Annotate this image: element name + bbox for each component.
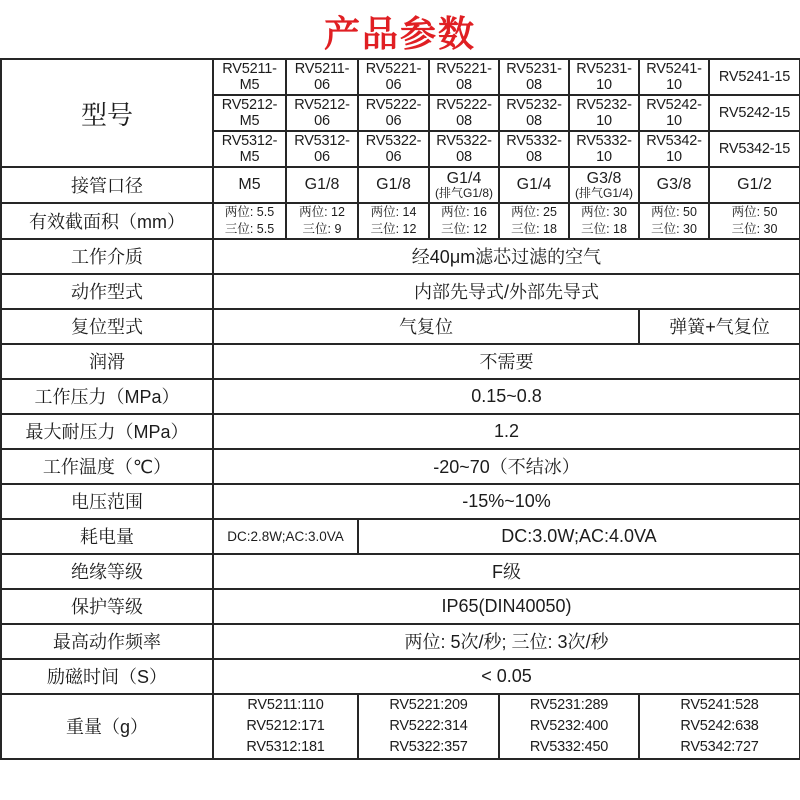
model-cell: RV5242-15 <box>709 95 800 131</box>
table-row-working-medium <box>1 239 800 274</box>
table-row-voltage-range <box>1 484 800 519</box>
port-size-cell <box>213 167 286 203</box>
power-consumption-small-value: DC:2.8W;AC:3.0VA <box>213 519 358 554</box>
working-medium-value: 经40μm滤芯过滤的空气 <box>213 239 800 274</box>
row-label-insulation-class: 绝缘等级 <box>1 554 213 589</box>
weight-entry: RV5231:289 <box>529 696 609 713</box>
working-temperature-value: -20~70（不结冰） <box>213 449 800 484</box>
table-row-response-time <box>1 659 800 694</box>
port-size-value: G1/8 <box>376 176 411 194</box>
weight-entry: RV5211:110 <box>247 696 324 713</box>
area-three-position: 三位: 18 <box>581 221 627 236</box>
port-size-cell <box>358 167 429 203</box>
area-two-position: 两位: 16 <box>441 205 487 219</box>
port-size-cell <box>286 167 358 203</box>
max-frequency-value: 两位: 5次/秒; 三位: 3次/秒 <box>213 624 800 659</box>
effective-area-cell <box>639 203 709 239</box>
row-label-working-medium: 工作介质 <box>1 239 213 274</box>
port-size-value: G1/4 <box>516 176 552 194</box>
model-cell: RV5232-10 <box>569 95 639 131</box>
model-cell: RV5322-06 <box>358 131 429 167</box>
table-row-lubrication <box>1 344 800 379</box>
table-row-action-type <box>1 274 800 309</box>
table-row-models-1 <box>1 59 800 95</box>
area-three-position: 三位: 9 <box>302 221 342 236</box>
model-cell: RV5221-06 <box>358 59 429 95</box>
insulation-class-value: F级 <box>213 554 800 589</box>
effective-area-cell <box>213 203 286 239</box>
model-cell: RV5312-M5 <box>213 131 286 167</box>
row-label-protection-class: 保护等级 <box>1 589 213 624</box>
table-row-working-temperature <box>1 449 800 484</box>
row-label-model: 型号 <box>1 59 213 167</box>
weight-cell <box>358 694 499 759</box>
model-cell: RV5342-10 <box>639 131 709 167</box>
port-size-cell <box>709 167 800 203</box>
effective-area-cell <box>286 203 358 239</box>
row-label-max-pressure: 最大耐压力（MPa） <box>1 414 213 449</box>
port-size-value: G1/2 <box>737 176 772 194</box>
model-cell: RV5231-08 <box>499 59 569 95</box>
weight-cell <box>213 694 358 759</box>
weight-entry: RV5232:400 <box>529 717 609 734</box>
table-row-port-size <box>1 167 800 203</box>
model-cell: RV5322-08 <box>429 131 499 167</box>
area-three-position: 三位: 12 <box>370 221 417 236</box>
working-pressure-value: 0.15~0.8 <box>213 379 800 414</box>
weight-cell <box>639 694 800 759</box>
area-three-position: 三位: 30 <box>651 221 697 236</box>
port-size-cell <box>639 167 709 203</box>
effective-area-cell <box>499 203 569 239</box>
effective-area-cell <box>569 203 639 239</box>
row-label-working-pressure: 工作压力（MPa） <box>1 379 213 414</box>
row-label-lubrication: 润滑 <box>1 344 213 379</box>
area-three-position: 三位: 5.5 <box>224 221 275 236</box>
area-two-position: 两位: 50 <box>651 205 697 219</box>
port-size-cell <box>569 167 639 203</box>
weight-entry: RV5312:181 <box>246 738 325 755</box>
row-label-reset-type: 复位型式 <box>1 309 213 344</box>
area-two-position: 两位: 12 <box>299 205 345 219</box>
area-two-position: 两位: 14 <box>370 205 417 219</box>
page-title: 产品参数 <box>323 13 476 54</box>
row-label-effective-area: 有效截面积（mm） <box>1 203 213 239</box>
port-size-value: G3/8 <box>586 169 622 187</box>
table-row-protection-class <box>1 589 800 624</box>
reset-type-value: 气复位 <box>213 309 639 344</box>
effective-area-cell <box>709 203 800 239</box>
effective-area-cell <box>429 203 499 239</box>
model-cell: RV5332-08 <box>499 131 569 167</box>
table-row-max-frequency <box>1 624 800 659</box>
weight-entry: RV5212:171 <box>246 717 325 734</box>
power-consumption-large-value: DC:3.0W;AC:4.0VA <box>358 519 800 554</box>
model-cell: RV5232-08 <box>499 95 569 131</box>
model-cell: RV5222-06 <box>358 95 429 131</box>
model-cell: RV5221-08 <box>429 59 499 95</box>
port-size-exhaust: (排气G1/8) <box>434 186 493 201</box>
protection-class-value: IP65(DIN40050) <box>213 589 800 624</box>
row-label-power-consumption: 耗电量 <box>1 519 213 554</box>
weight-entry: RV5342:727 <box>680 738 759 755</box>
max-pressure-value: 1.2 <box>213 414 800 449</box>
model-cell: RV5241-10 <box>639 59 709 95</box>
voltage-range-value: -15%~10% <box>213 484 800 519</box>
product-parameters-table <box>0 58 800 760</box>
table-row-power-consumption <box>1 519 800 554</box>
table-row-effective-area <box>1 203 800 239</box>
model-cell: RV5222-08 <box>429 95 499 131</box>
model-cell: RV5312-06 <box>286 131 358 167</box>
model-cell: RV5241-15 <box>709 59 800 95</box>
row-label-action-type: 动作型式 <box>1 274 213 309</box>
area-three-position: 三位: 30 <box>731 221 778 236</box>
weight-cell <box>499 694 639 759</box>
row-label-port-size: 接管口径 <box>1 167 213 203</box>
port-size-exhaust: (排气G1/4) <box>574 186 633 201</box>
table-row-insulation-class <box>1 554 800 589</box>
row-label-weight: 重量（g） <box>1 694 213 759</box>
weight-entry: RV5332:450 <box>529 738 609 755</box>
area-three-position: 三位: 12 <box>441 221 487 236</box>
table-row-reset-type <box>1 309 800 344</box>
table-row-max-pressure <box>1 414 800 449</box>
reset-type-alt-value: 弹簧+气复位 <box>639 309 800 344</box>
port-size-value: G3/8 <box>656 176 692 194</box>
model-cell: RV5212-M5 <box>213 95 286 131</box>
model-cell: RV5332-10 <box>569 131 639 167</box>
lubrication-value: 不需要 <box>213 344 800 379</box>
area-two-position: 两位: 30 <box>581 205 627 219</box>
model-cell: RV5211-06 <box>286 59 358 95</box>
response-time-value: < 0.05 <box>213 659 800 694</box>
row-label-voltage-range: 电压范围 <box>1 484 213 519</box>
effective-area-cell <box>358 203 429 239</box>
area-two-position: 两位: 25 <box>511 205 557 219</box>
weight-entry: RV5221:209 <box>389 696 468 713</box>
row-label-max-frequency: 最高动作频率 <box>1 624 213 659</box>
row-label-response-time: 励磁时间（S） <box>1 659 213 694</box>
port-size-value: M5 <box>238 176 261 194</box>
table-row-working-pressure <box>1 379 800 414</box>
area-three-position: 三位: 18 <box>511 221 557 236</box>
port-size-cell <box>429 167 499 203</box>
action-type-value: 内部先导式/外部先导式 <box>213 274 800 309</box>
area-two-position: 两位: 50 <box>731 205 778 219</box>
weight-entry: RV5322:357 <box>389 738 468 755</box>
model-cell: RV5342-15 <box>709 131 800 167</box>
model-cell: RV5211-M5 <box>213 59 286 95</box>
weight-entry: RV5222:314 <box>389 717 468 734</box>
weight-entry: RV5242:638 <box>680 717 759 734</box>
model-cell: RV5231-10 <box>569 59 639 95</box>
model-cell: RV5212-06 <box>286 95 358 131</box>
weight-entry: RV5241:528 <box>680 696 759 713</box>
port-size-value: G1/8 <box>304 176 340 194</box>
model-cell: RV5242-10 <box>639 95 709 131</box>
row-label-working-temperature: 工作温度（℃） <box>1 449 213 484</box>
area-two-position: 两位: 5.5 <box>224 205 275 219</box>
table-row-weight <box>1 694 800 759</box>
port-size-value: G1/4 <box>446 169 482 187</box>
port-size-cell <box>499 167 569 203</box>
